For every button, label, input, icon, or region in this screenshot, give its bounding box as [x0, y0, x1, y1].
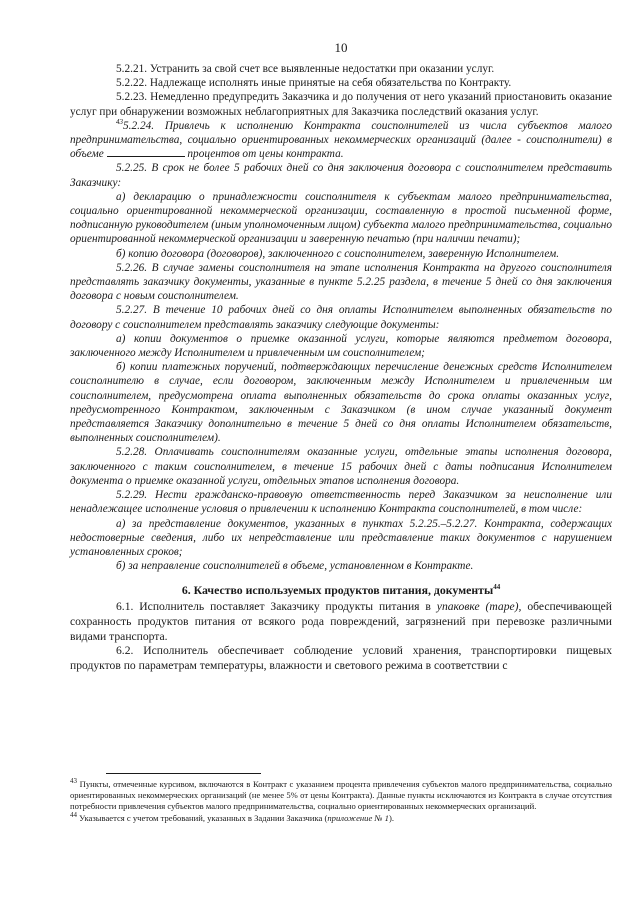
footnote-43 [70, 779, 612, 813]
blank-percent-field [107, 147, 185, 157]
footnote-43-mark: 43 [70, 777, 77, 786]
clause-5-2-24-text: 5.2.24. Привлечь к исполнению Контракта соисполнителей из числа субъектов малого предпринимательства, социально ориентированных некоммерческих организаций (далее - соисполнители) в объеме [70, 119, 612, 161]
clause-5-2-25: 5.2.25. В срок не более 5 рабочих дней со дня заключения договора с соисполнителем представить Заказчику: [70, 162, 612, 189]
footnote-44-mark: 44 [70, 810, 77, 819]
footnote-44-text: Указывается с учетом требований, указанных в Задании Заказчика ( [79, 812, 328, 823]
footnote-ref-43: 43 [116, 118, 123, 127]
clause-5-2-24 [70, 119, 612, 162]
page-number: 10 [334, 40, 348, 55]
clause-5-2-24-tail: процентов от цены контракта. [187, 148, 344, 161]
clause-5-2-23: 5.2.23. Немедленно предупредить Заказчика и до получения от него указаний приостановить оказание услуг при обнаружении возможных неблагоприятных для Заказчика последствий оказания услуг. [70, 91, 612, 118]
clause-5-2-29: 5.2.29. Нести гражданско-правовую ответственность перед Заказчиком за неисполнение или ненадлежащее исполнение условия о привлечении к исполнению Контракта соисполнителей, в том числе: [70, 489, 612, 516]
clause-5-2-28: 5.2.28. Оплачивать соисполнителям оказанные услуги, отдельные этапы исполнения договора, заключенного с таким соисполнителем, в течение 15 рабочих дней с даты подписания Исполнителем документа о приемке оказанной услуги, отдельных этапов исполнения договора. [70, 446, 612, 487]
footnotes [70, 779, 612, 824]
footnote-44-italic: приложение № 1 [327, 812, 389, 823]
footnote-43-text: Пункты, отмеченные курсивом, включаются в Контракт с указанием процента привлечения субъектов малого предпринимательства, социально ориентированных некоммерческих организаций (не менее 5% от цены Контракта). Данные пункты исключаются из Контракта в случае отсутствия потребности привлечения субъектов малого предпринимательства, социально ориентированных некоммерческих организаций. [70, 779, 612, 812]
footnote-ref-44: 44 [493, 583, 501, 592]
footnote-44-tail: ). [388, 812, 394, 823]
clause-5-2-27: 5.2.27. В течение 10 рабочих дней со дня оплаты Исполнителем выполненных обязательств по договору с соисполнителем представлять заказчику следующие документы: [70, 304, 612, 331]
clause-5-2-22: 5.2.22. Надлежаще исполнять иные принятые на себя обязательства по Контракту. [116, 77, 512, 90]
footnote-separator [106, 773, 261, 774]
clause-5-2-29-b: б) за неправление соисполнителей в объеме, установленном в Контракте. [116, 560, 474, 573]
clause-6-1-tail: обеспечивающей сохранность продуктов питания от всякого рода повреждений, загрязнений при перевозке различными видами транспорта. [70, 600, 612, 643]
clause-5-2-29-a: а) за представление документов, указанных в пунктах 5.2.25.–5.2.27. Контракта, содержащих недостоверные сведения, либо их непредставление или представление таких документов с нарушением установленных сроков; [70, 517, 612, 558]
clause-5-2-21: 5.2.21. Устранить за свой счет все выявленные недостатки при оказании услуг. [116, 63, 495, 75]
section-6-title [70, 583, 612, 598]
clause-5-2-25-a: а) декларацию о принадлежности соисполнителя к субъектам малого предпринимательства, социально ориентированной некоммерческой организации, составленную в простой письменной форме, подписанную руководителем (иным уполномоченным лицом) субъекта малого предпринимательства, социально ориентированной некоммерческой организации и заверенную печатью (при наличии печати); [70, 190, 612, 246]
clause-6-2: 6.2. Исполнитель обеспечивает соблюдение условий хранения, транспортировки пищевых продуктов по параметрам температуры, влажности и светового режима в соответствии с [70, 644, 612, 672]
footnote-44 [70, 810, 612, 824]
clause-6-1-italic: упаковке (таре), [436, 600, 522, 614]
clause-5-2-25-b: б) копию договора (договоров), заключенного с соисполнителем, заверенную Исполнителем. [116, 247, 560, 260]
clause-6-1 [70, 600, 612, 644]
clause-6-1-text: 6.1. Исполнитель поставляет Заказчику продукты питания в [116, 600, 431, 614]
section-6-title-text: 6. Качество используемых продуктов питания, документы [181, 583, 494, 598]
clause-5-2-27-b: б) копии платежных поручений, подтверждающих перечисление денежных средств Исполнителем соисполнителю в случае, если договором, заключенным между Исполнителем и привлеченным им соисполнителем, предусмотрена оплата выполненных обязательств до срока оплаты оказанных услуг, предусмотренного Контрактом, заключенным с Заказчиком (в ином случае указанный документ представляется Заказчику дополнительно в течение 5 дней со дня оплаты Исполнителем обязательств, выполненных соисполнителем). [70, 361, 612, 445]
clause-5-2-26: 5.2.26. В случае замены соисполнителя на этапе исполнения Контракта на другого соисполнителя представлять заказчику документы, указанные в пункте 5.2.25 раздела, в течение 5 дней со дня заключения договора с новым соисполнителем. [70, 261, 612, 303]
clause-5-2-27-a: а) копии документов о приемке оказанной услуги, которые являются предметом договора, заключенного между Исполнителем и привлеченным им соисполнителем; [70, 332, 612, 360]
